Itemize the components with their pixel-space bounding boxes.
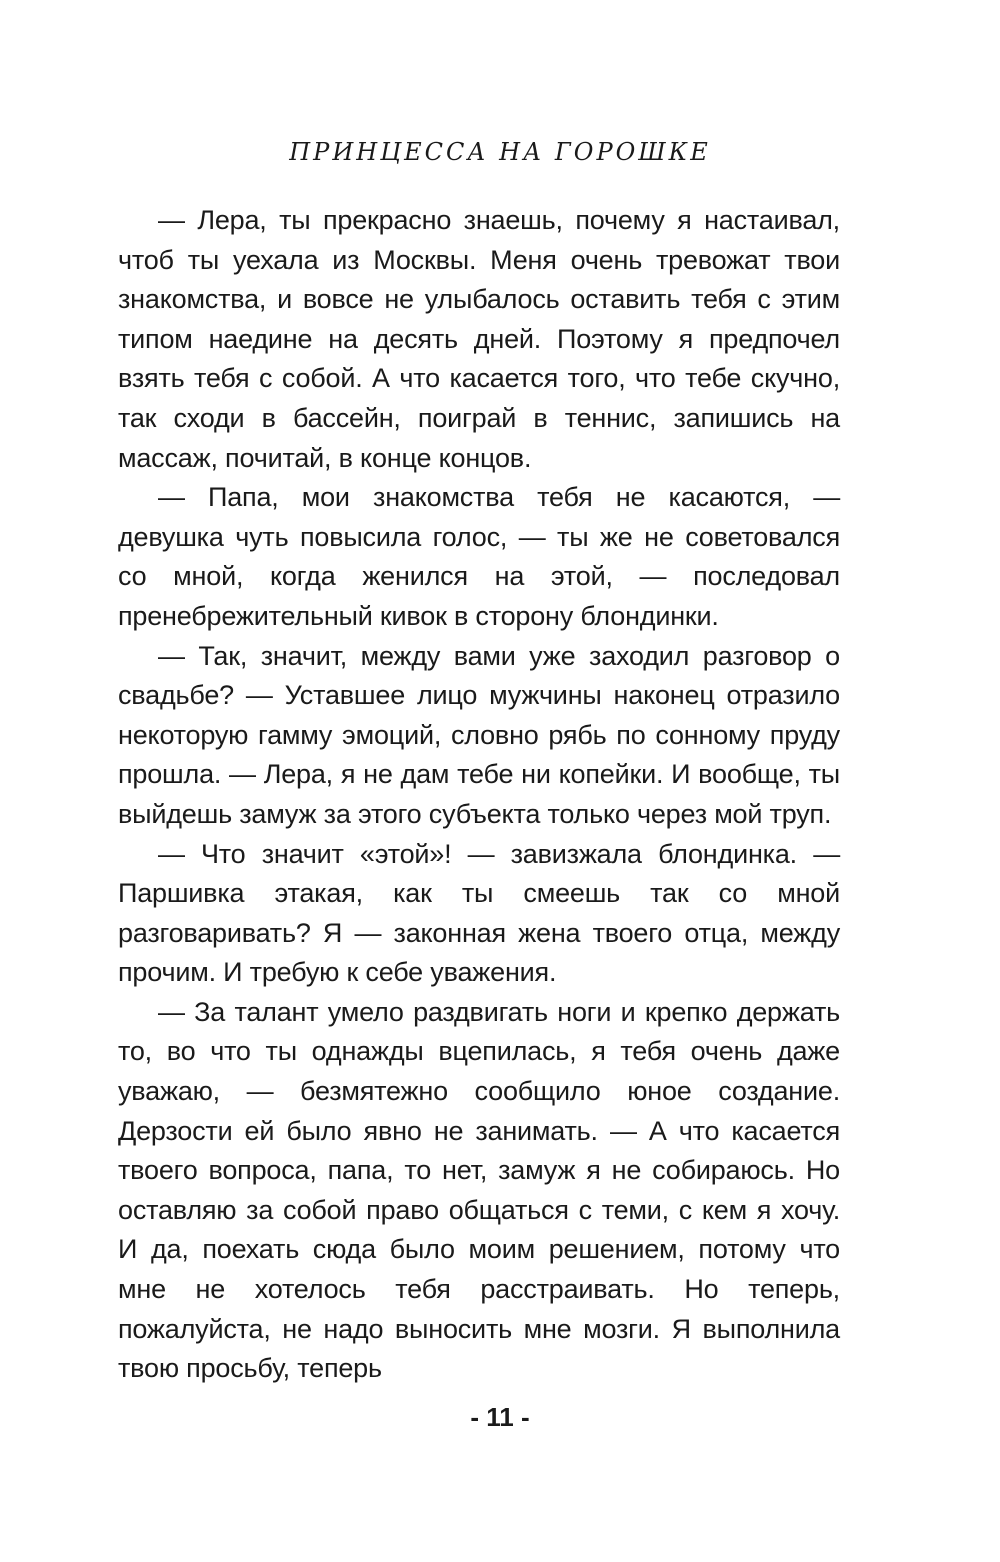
paragraph: — За талант умело раздвигать ноги и крепко держать то, во что ты однажды вцепилась, я тебя очень даже уважаю, — безмятежно сообщило юное создание. Дерзости ей было явно не занимать. — А что касается твоего вопроса, папа, то нет, замуж я не собираюсь. Но оставляю за собой право общаться с теми, с кем я хочу. И да, поехать сюда было моим решением, потому что мне не хотелось тебя расстраивать. Но теперь, пожалуйста, не надо выносить мне мозги. Я выполнила твою просьбу, теперь — [118, 996, 840, 1384]
paragraph: — Папа, мои знакомства тебя не касаются, — девушка чуть повысила голос, — ты же не советовался со мной, когда женился на этой, — последовал пренебрежительный кивок в сторону блондинки. — [118, 482, 840, 631]
running-header-title: ПРИНЦЕССА НА ГОРОШКЕ — [289, 138, 711, 166]
page-number: - 11 - — [470, 1402, 530, 1432]
paragraph: — Так, значит, между вами уже заходил разговор о свадьбе? — Уставшее лицо мужчины наконец отразило некоторую гамму эмоций, словно рябь по сонному пруду прошла. — Лера, я не дам тебе ни копейки. И вообще, ты выйдешь замуж за этого субъекта только через мой труп. — [118, 640, 840, 829]
paragraph: — Лера, ты прекрасно знаешь, почему я настаивал, чтоб ты уехала из Москвы. Меня очень тревожат твои знакомства, и вовсе не улыбалось оставить тебя с этим типом наедине на десять дней. Поэтому я предпочел взять тебя с собой. А что касается того, что тебе скучно, так сходи в бассейн, поиграй в теннис, запишись на массаж, почитай, в конце концов. — [118, 205, 840, 473]
paragraph: — Что значит «этой»! — завизжала блондинка. — Паршивка этакая, как ты смеешь так со мной разговаривать? Я — законная жена твоего отца, между прочим. И требую к себе уважения. — [118, 838, 840, 988]
body-text — [118, 201, 840, 1389]
